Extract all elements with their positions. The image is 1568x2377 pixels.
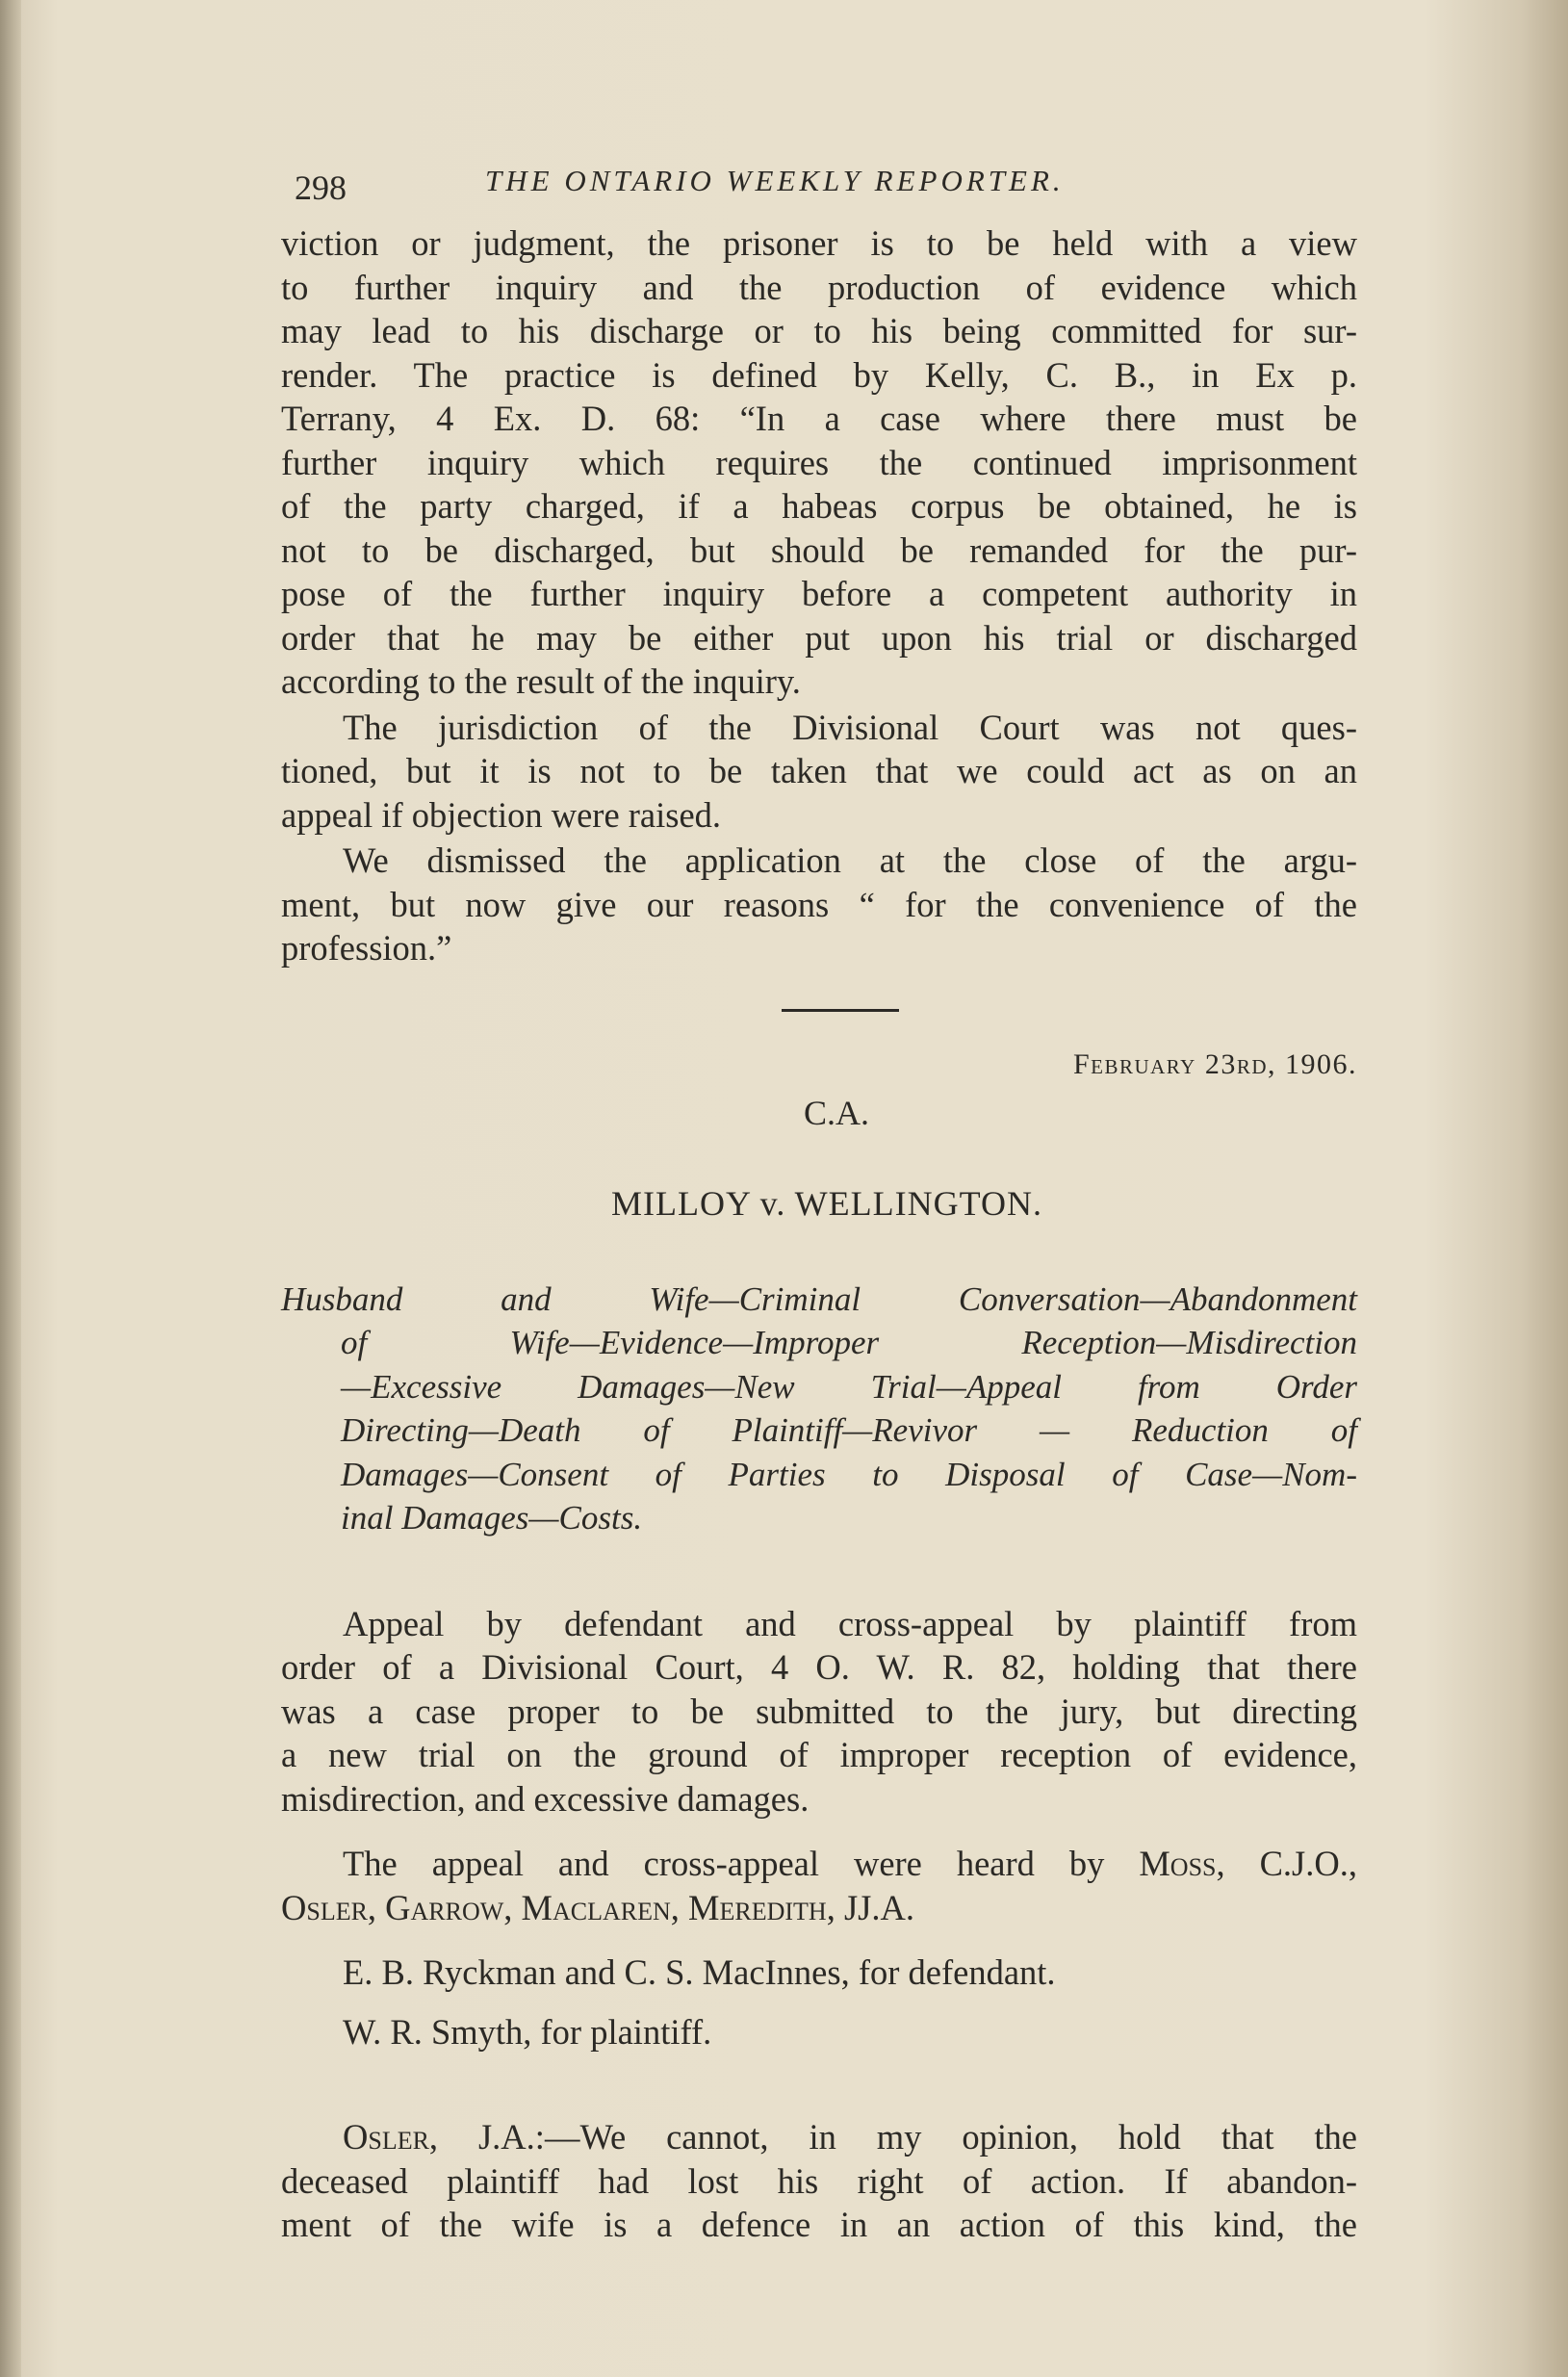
jurisdiction-paragraph	[281, 706, 1357, 838]
journal-title: THE ONTARIO WEEKLY REPORTER.	[485, 164, 1065, 197]
opinion-paragraph	[281, 2115, 1357, 2247]
text-line: deceased plaintiff had lost his right of action. If abandon-	[281, 2160, 1357, 2201]
headnote-line: inal Damages—Costs.	[341, 1499, 643, 1537]
text-line: according to the result of the inquiry.	[281, 661, 801, 701]
decision-date: February 23rd, 1906.	[1072, 1047, 1357, 1080]
text-line: not to be discharged, but should be remanded for the pur-	[281, 530, 1357, 570]
text-line: We dismissed the application at the close of the argu-	[343, 840, 1357, 880]
text-line: Appeal by defendant and cross-appeal by plaintiff from	[343, 1603, 1357, 1643]
case-title: MILLOY v. WELLINGTON.	[611, 1183, 1042, 1223]
text-line: a new trial on the ground of improper reception of evidence,	[281, 1735, 1357, 1774]
section-divider	[782, 1009, 899, 1012]
running-head	[281, 154, 1357, 221]
chief-justice-name: Moss, C.J.O.,	[1139, 1844, 1357, 1883]
text-line: appeal if objection were raised.	[281, 794, 722, 835]
book-spine-shadow	[0, 0, 21, 2377]
headnote	[281, 1278, 1357, 1540]
headnote-line: Directing—Death of Plaintiff—Revivor — Reduction of	[341, 1411, 1357, 1449]
appeal-paragraph	[281, 1602, 1357, 1822]
counsel-defendant: E. B. Ryckman and C. S. MacInnes, for defendant.	[343, 1952, 1056, 1992]
text-line: further inquiry which requires the continued imprisonment	[281, 442, 1357, 482]
text-line	[281, 2115, 1357, 2159]
text-line: profession.”	[281, 928, 452, 968]
text-line: misdirection, and excessive damages.	[281, 1778, 810, 1819]
judges-list: Osler, Garrow, Maclaren, Meredith, JJ.A.	[281, 1887, 914, 1927]
text-block	[281, 154, 1357, 2247]
judge-name: Osler, J.A.	[343, 2117, 535, 2157]
text-line: order of a Divisional Court, 4 O. W. R. 82, holding that there	[281, 1647, 1357, 1687]
page-number: 298	[295, 168, 347, 207]
opinion-text: :—We cannot, in my opinion, hold that the	[534, 2117, 1357, 2157]
headnote-line: of Wife—Evidence—Improper Reception—Misdirection	[341, 1324, 1357, 1361]
carryover-paragraph	[281, 221, 1357, 704]
headnote-line: —Excessive Damages—New Trial—Appeal from Order	[341, 1367, 1357, 1406]
text-line: order that he may be either put upon his trial or discharged	[281, 617, 1357, 658]
heard-by-paragraph	[281, 1842, 1357, 1929]
text-line: was a case proper to be submitted to the jury, but directing	[281, 1691, 1357, 1731]
text-line: pose of the further inquiry before a competent authority in	[281, 574, 1357, 613]
dismissal-paragraph	[281, 839, 1357, 970]
text-line: ment, but now give our reasons “ for the convenience of the	[281, 884, 1357, 924]
text-line: may lead to his discharge or to his being committed for sur-	[281, 311, 1357, 350]
text-line: The jurisdiction of the Divisional Court was not ques-	[343, 707, 1357, 747]
counsel-plaintiff: W. R. Smyth, for plaintiff.	[343, 2011, 712, 2052]
text-line: viction or judgment, the prisoner is to be held with a view	[281, 223, 1357, 263]
court-designation: C.A.	[803, 1093, 869, 1132]
text-line: render. The practice is defined by Kelly, C. B., in Ex p.	[281, 354, 1357, 395]
heard-by-text: The appeal and cross-appeal were heard by	[343, 1844, 1140, 1883]
text-line: tioned, but it is not to be taken that we could act as on an	[281, 751, 1357, 790]
text-line	[281, 1842, 1357, 1886]
text-line: of the party charged, if a habeas corpus be obtained, he is	[281, 486, 1357, 526]
headnote-line: Husband and Wife—Criminal Conversation—Abandonment	[281, 1279, 1357, 1318]
text-line: to further inquiry and the production of evidence which	[281, 267, 1357, 307]
text-line: Terrany, 4 Ex. D. 68: “In a case where there must be	[281, 399, 1357, 438]
headnote-line: Damages—Consent of Parties to Disposal of Case—Nom-	[341, 1455, 1357, 1493]
text-line: ment of the wife is a defence in an action of this kind, the	[281, 2205, 1357, 2244]
